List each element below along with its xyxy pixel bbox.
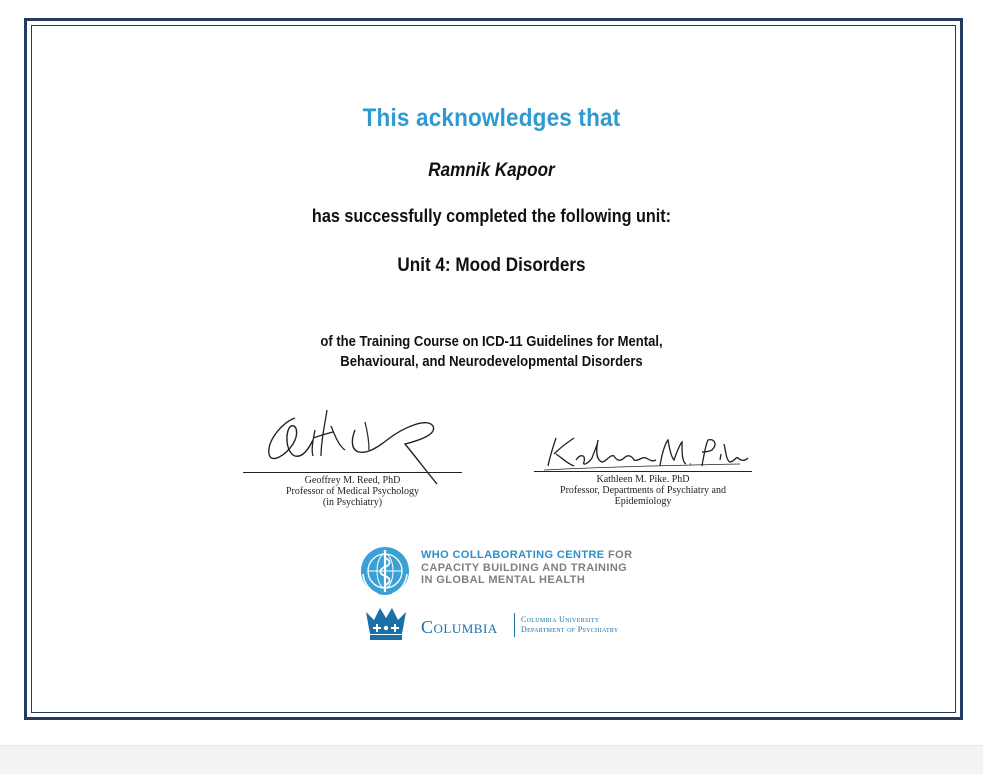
signatory-title: Professor, Departments of Psychiatry and [560, 485, 726, 496]
signatory-title: Professor of Medical Psychology [285, 486, 420, 497]
who-line-3: IN GLOBAL MENTAL HEALTH [421, 574, 586, 586]
acknowledgement-heading: This acknowledges that [362, 104, 621, 132]
course-description [49, 332, 934, 372]
columbia-dept-line-2: Department of Psychiatry [521, 625, 619, 634]
who-line-2: CAPACITY BUILDING AND TRAINING [421, 561, 628, 574]
recipient-name: Ramnik Kapoor [428, 160, 555, 181]
signatory-name: Geoffrey M. Reed, PhD [304, 475, 401, 486]
signature-line-pike [534, 471, 752, 472]
unit-title: Unit 4: Mood Disorders [397, 255, 586, 276]
who-emblem-icon [358, 544, 412, 598]
columbia-divider [514, 613, 515, 637]
signature-line-reed [243, 472, 462, 473]
signature-pike [540, 432, 750, 474]
crown-icon [362, 604, 410, 642]
who-line-1: WHO COLLABORATING CENTRE FOR [421, 549, 633, 561]
who-centre-text [421, 549, 632, 587]
signatory-name: Kathleen M. Pike. PhD [596, 474, 690, 485]
signatory-pike [534, 474, 752, 507]
columbia-department [521, 615, 619, 635]
course-line-2: Behavioural, and Neurodevelopmental Disorders [340, 354, 643, 370]
completion-statement: has successfully completed the following unit: [311, 206, 672, 226]
columbia-dept-line-1: Columbia University [521, 615, 600, 624]
columbia-wordmark: Columbia [421, 617, 498, 637]
course-line-1: of the Training Course on ICD-11 Guidelines for Mental, [320, 334, 663, 350]
signatory-title: (in Psychiatry) [322, 497, 383, 508]
signatory-reed [243, 475, 462, 508]
viewer-bottom-bar [0, 745, 983, 774]
signatory-title: Epidemiology [614, 496, 672, 507]
